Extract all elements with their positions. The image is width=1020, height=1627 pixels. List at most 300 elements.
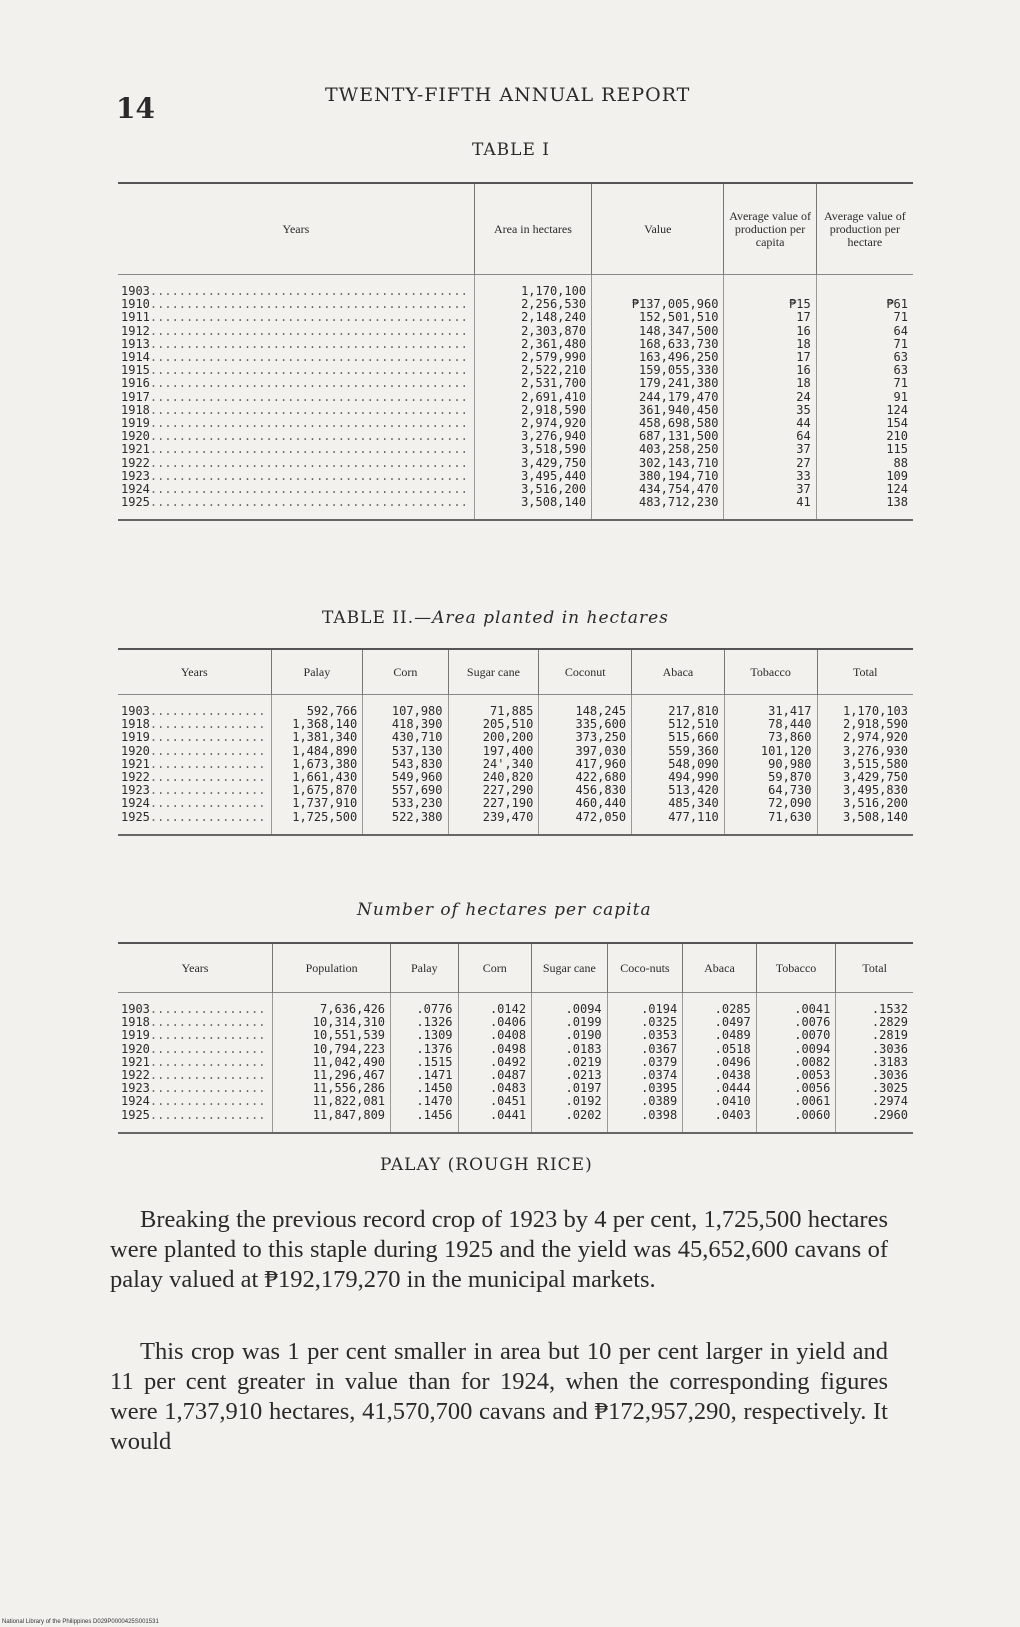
table-cell: .0070 — [794, 1028, 831, 1043]
table-cell: 1920 — [121, 430, 150, 444]
table3-sugar-cane-column — [532, 993, 608, 1133]
table-cell: 422,680 — [575, 770, 627, 785]
table-cell: 485,340 — [668, 796, 719, 811]
table-cell: 7,636,426 — [320, 1002, 386, 1016]
table-cell: 1912 — [121, 324, 150, 338]
table-cell: 1914 — [121, 351, 150, 365]
table-cell: 63 — [893, 363, 908, 378]
table-cell: 71 — [893, 336, 908, 351]
table-cell: 148,245 — [575, 704, 627, 718]
dot-leader: ............................................ — [149, 298, 468, 312]
table-cell: .0197 — [565, 1081, 602, 1096]
table1-header-value: Value — [592, 183, 724, 275]
table-cell: 397,030 — [575, 743, 627, 758]
table1-header-area: Area in hectares — [474, 183, 591, 275]
dot-leader: ................ — [149, 1069, 266, 1083]
body-paragraph-1: Breaking the previous record crop of 1923 by 4 per cent, 1,725,500 hectares were planted to this staple during 1925 and the yield was 45,652,600 cavans of palay valued at ₱192,179,270 in the municipal markets. — [110, 1206, 888, 1293]
table-cell: 458,698,580 — [638, 416, 719, 431]
table-cell: 361,940,450 — [638, 402, 719, 417]
year-label-row — [121, 298, 469, 311]
dot-leader: ................ — [149, 757, 266, 771]
table2-header-abaca: Abaca — [632, 649, 725, 695]
year-label-row — [121, 1056, 267, 1069]
year-label-row — [121, 1043, 267, 1056]
table-cell: 460,440 — [575, 796, 627, 811]
table-cell: .0441 — [489, 1107, 527, 1122]
table-cell: 1915 — [121, 364, 150, 378]
table-cell: 2,974,920 — [521, 416, 587, 431]
table-cell: 27 — [796, 455, 811, 470]
dot-leader: ................ — [149, 1003, 266, 1016]
table2-header-corn: Corn — [363, 649, 448, 695]
table-cell: .1532 — [871, 1002, 908, 1016]
table-cell: 124 — [886, 482, 908, 497]
table-cell: .1471 — [416, 1068, 453, 1083]
table-cell: 537,130 — [391, 743, 443, 758]
table-cell: 557,690 — [391, 783, 443, 798]
table-cell: 3,495,440 — [521, 468, 587, 483]
table2-abaca-column — [632, 695, 725, 835]
table-cell: 1923 — [121, 784, 150, 798]
table3-header-corn: Corn — [458, 943, 532, 993]
dot-leader: ................ — [149, 797, 266, 811]
table-cell: .0489 — [714, 1028, 751, 1043]
table-cell: 24',340 — [482, 756, 534, 771]
year-label-row — [121, 496, 469, 509]
table-cell: 3,518,590 — [521, 442, 587, 457]
running-head: TWENTY-FIFTH ANNUAL REPORT — [325, 84, 691, 106]
table1-header-per-hectare: Average value of production per hectare — [816, 183, 913, 275]
table2-caption-prefix: TABLE II.— — [322, 608, 433, 628]
table-cell: 1923 — [121, 1082, 150, 1096]
table-cell: 2,691,410 — [521, 389, 587, 404]
table-cell: .0142 — [489, 1002, 527, 1016]
table-cell: 107,980 — [391, 704, 443, 718]
table-cell: 138 — [886, 495, 908, 510]
table-cell: 1916 — [121, 377, 150, 391]
year-label-row — [121, 351, 469, 364]
table-cell: 1,170,103 — [842, 704, 908, 718]
table1-body-row — [118, 275, 913, 521]
table-cell: 1,381,340 — [292, 730, 358, 745]
table-cell: 2,148,240 — [521, 310, 587, 325]
year-label-row — [121, 325, 469, 338]
table-cell: 3,276,930 — [842, 743, 908, 758]
year-label-row — [121, 811, 266, 824]
table-cell: .2960 — [871, 1107, 908, 1122]
table-cell: 302,143,710 — [638, 455, 719, 470]
table-cell: 10,794,223 — [312, 1041, 386, 1056]
table-cell: 380,194,710 — [638, 468, 719, 483]
year-label-row — [121, 745, 266, 758]
table-cell: 11,556,286 — [312, 1081, 386, 1096]
table-cell: .0374 — [641, 1068, 678, 1083]
table-cell: .3025 — [871, 1081, 908, 1096]
dot-leader: ................ — [149, 705, 266, 718]
table-cell: 244,179,470 — [638, 389, 719, 404]
year-label-row — [121, 1109, 267, 1122]
body-paragraph-2: This crop was 1 per cent smaller in area but 10 per cent larger in yield and 11 per cent greater in value than for 1924, when the corresponding figures were 1,737,910 hectares, 41,570,700 cavans and ₱172,957,290, respectively. It would — [110, 1338, 888, 1455]
table-cell: 515,660 — [668, 730, 719, 745]
table2-header-palay: Palay — [271, 649, 363, 695]
table-cell: 1918 — [121, 1016, 150, 1030]
table3-total-column — [836, 993, 913, 1133]
table3-years-column — [118, 993, 273, 1133]
table-cell: 1922 — [121, 456, 150, 470]
table2-header-coconut: Coconut — [539, 649, 632, 695]
table2 — [118, 648, 913, 836]
table-cell: 3,429,750 — [842, 770, 908, 785]
table-cell: 3,495,830 — [842, 783, 908, 798]
dot-leader: ................ — [149, 784, 266, 798]
dot-leader: ................ — [149, 1095, 266, 1109]
table3-abaca-column — [683, 993, 757, 1133]
table-cell: 35 — [796, 402, 811, 417]
table-cell: 2,918,590 — [842, 717, 908, 732]
table-cell: .1470 — [416, 1094, 453, 1109]
table-cell: 548,090 — [668, 756, 719, 771]
table-cell: .0194 — [641, 1002, 678, 1016]
year-label-row — [121, 364, 469, 377]
dot-leader: ................ — [149, 1029, 266, 1043]
table2-corn-column — [363, 695, 448, 835]
section-heading: PALAY (ROUGH RICE) — [380, 1155, 593, 1175]
table1-per-hectare-column — [816, 275, 913, 521]
table-cell: 2,918,590 — [521, 402, 587, 417]
table-cell: .1326 — [416, 1015, 453, 1030]
dot-leader: ............................................ — [149, 337, 468, 351]
table-cell: 1924 — [121, 797, 150, 811]
table-cell: 11,847,809 — [312, 1107, 386, 1122]
table-cell: .1456 — [416, 1107, 453, 1122]
table-cell: 179,241,380 — [638, 376, 719, 391]
year-label-row — [121, 285, 469, 298]
dot-leader: ............................................ — [149, 496, 468, 510]
table-cell: 10,551,539 — [312, 1028, 386, 1043]
table3-header-sugar-cane: Sugar cane — [532, 943, 608, 993]
year-label-row — [121, 391, 469, 404]
table2-caption — [322, 608, 669, 628]
table1-area-column — [474, 275, 591, 521]
table-cell: 543,830 — [391, 756, 443, 771]
table3 — [118, 942, 913, 1134]
table1 — [118, 182, 913, 521]
table-cell: 592,766 — [306, 704, 358, 718]
table2-sugar-cane-column — [448, 695, 539, 835]
table-cell: .0444 — [714, 1081, 751, 1096]
year-label-row — [121, 417, 469, 430]
year-label-row — [121, 1016, 267, 1029]
table-cell: .0403 — [714, 1107, 751, 1122]
table1-caption: TABLE I — [472, 140, 550, 160]
dot-leader: ............................................ — [149, 403, 468, 417]
table-cell: 403,258,250 — [638, 442, 719, 457]
table-cell: 16 — [796, 363, 811, 378]
table3-caption: Number of hectares per capita — [357, 900, 652, 920]
year-label-row — [121, 731, 266, 744]
table-cell: .0056 — [794, 1081, 831, 1096]
table-cell: .0183 — [565, 1041, 602, 1056]
table2-caption-title: Area planted in hectares — [432, 608, 669, 628]
table-cell: .0497 — [714, 1015, 751, 1030]
table2-years-column — [118, 695, 271, 835]
table-cell: 3,516,200 — [842, 796, 908, 811]
table-cell: 109 — [886, 468, 908, 483]
table-cell: 3,508,140 — [842, 809, 908, 824]
table-cell: 3,515,580 — [842, 756, 908, 771]
table-cell: 1919 — [121, 731, 150, 745]
table-cell: 477,110 — [668, 809, 719, 824]
table-cell: .0192 — [565, 1094, 602, 1109]
table3-header-row — [118, 943, 913, 993]
dot-leader: ............................................ — [149, 324, 468, 338]
table-cell: 533,230 — [391, 796, 443, 811]
table-cell: 559,360 — [668, 743, 719, 758]
table-cell: 78,440 — [768, 717, 812, 732]
table-cell: 434,754,470 — [638, 482, 719, 497]
year-label-row — [121, 758, 266, 771]
dot-leader: ............................................ — [149, 285, 468, 298]
table-cell: .0367 — [641, 1041, 678, 1056]
table3-header-total: Total — [836, 943, 913, 993]
table-cell: .0285 — [714, 1002, 751, 1016]
dot-leader: ............................................ — [149, 430, 468, 444]
table-cell: 159,055,330 — [638, 363, 719, 378]
year-label-row — [121, 784, 266, 797]
table3-header-abaca: Abaca — [683, 943, 757, 993]
table-cell: .0199 — [565, 1015, 602, 1030]
footer-note: National Library of the Philippines D029P0000425S001531 — [2, 1619, 159, 1625]
year-label-row — [121, 430, 469, 443]
table-cell: 124 — [886, 402, 908, 417]
table-cell: 88 — [893, 455, 908, 470]
table-cell: 1911 — [121, 311, 150, 325]
table1-per-capita-column — [724, 275, 816, 521]
year-label-row — [121, 483, 469, 496]
table-cell: 163,496,250 — [638, 350, 719, 365]
table-cell: 11,822,081 — [312, 1094, 386, 1109]
table-cell: 17 — [796, 310, 811, 325]
table-cell: 73,860 — [768, 730, 812, 745]
table-cell: 227,290 — [482, 783, 534, 798]
table-cell: 1,725,500 — [292, 809, 358, 824]
table3-body-row — [118, 993, 913, 1133]
table-cell: .3183 — [871, 1054, 908, 1069]
table-cell: 205,510 — [482, 717, 534, 732]
table-cell: 101,120 — [760, 743, 812, 758]
table-cell: .0219 — [565, 1054, 602, 1069]
year-label-row — [121, 457, 469, 470]
table-cell: 154 — [886, 416, 908, 431]
table-cell: 1,368,140 — [292, 717, 358, 732]
table-cell: 11,042,490 — [312, 1054, 386, 1069]
table-cell: 24 — [796, 389, 811, 404]
dot-leader: ............................................ — [149, 443, 468, 457]
table-cell: 10,314,310 — [312, 1015, 386, 1030]
table2-total-column — [817, 695, 913, 835]
table-cell: .0398 — [641, 1107, 678, 1122]
table-cell: .0379 — [641, 1054, 678, 1069]
table-cell: .0438 — [714, 1068, 751, 1083]
table-cell: 2,579,990 — [521, 350, 587, 365]
table-cell: .0406 — [489, 1015, 527, 1030]
dot-leader: ................ — [149, 1055, 266, 1069]
table-cell: 148,347,500 — [638, 323, 719, 338]
table2-header-tobacco: Tobacco — [724, 649, 817, 695]
year-label-row — [121, 1082, 267, 1095]
table-cell: 63 — [893, 350, 908, 365]
table-cell: .0410 — [714, 1094, 751, 1109]
table-cell: .0061 — [794, 1094, 831, 1109]
table-cell: .0060 — [794, 1107, 831, 1122]
year-label-row — [121, 470, 469, 483]
table-cell: 31,417 — [768, 704, 812, 718]
table-cell: .0487 — [489, 1068, 527, 1083]
year-label-row — [121, 1003, 267, 1016]
dot-leader: ................ — [149, 731, 266, 745]
table-cell: 59,870 — [768, 770, 812, 785]
table3-header-tobacco: Tobacco — [756, 943, 836, 993]
table-cell: 687,131,500 — [638, 429, 719, 444]
table-cell: .1376 — [416, 1041, 453, 1056]
table-cell: 549,960 — [391, 770, 443, 785]
table-cell: 71 — [893, 376, 908, 391]
dot-leader: ................ — [149, 810, 266, 824]
table-cell: 1,675,870 — [292, 783, 358, 798]
table-cell: 494,990 — [668, 770, 719, 785]
table-cell: 373,250 — [575, 730, 627, 745]
table2-header-total: Total — [817, 649, 913, 695]
table-cell: .0053 — [794, 1068, 831, 1083]
table-cell: 1924 — [121, 1095, 150, 1109]
table-cell: 512,510 — [668, 717, 719, 732]
table-cell: 1,661,430 — [292, 770, 358, 785]
table-cell: 41 — [796, 495, 811, 510]
dot-leader: ................ — [149, 718, 266, 732]
table-cell: 522,380 — [391, 809, 443, 824]
dot-leader: ................ — [149, 1082, 266, 1096]
year-label-row — [121, 377, 469, 390]
table-cell: 1,737,910 — [292, 796, 358, 811]
table-cell: ₱137,005,960 — [631, 297, 719, 312]
table-cell: 240,820 — [482, 770, 534, 785]
table-cell: 1921 — [121, 1055, 150, 1069]
table-cell: .0498 — [489, 1041, 527, 1056]
table-cell: 1903 — [121, 705, 150, 718]
table3-header-years: Years — [181, 960, 209, 975]
table-cell: .0094 — [565, 1002, 602, 1016]
table-cell: 1903 — [121, 285, 150, 298]
table-cell: 71 — [893, 310, 908, 325]
table-cell: 44 — [796, 416, 811, 431]
table3-header-coconuts: Coco-nuts — [607, 943, 683, 993]
table-cell: 3,276,940 — [521, 429, 587, 444]
table3-coconuts-column — [607, 993, 683, 1133]
table-cell: .0451 — [489, 1094, 527, 1109]
table-cell: 2,361,480 — [521, 336, 587, 351]
table-cell: 2,531,700 — [521, 376, 587, 391]
table2-header-years: Years — [180, 664, 208, 679]
table-cell: 513,420 — [668, 783, 719, 798]
table-cell: 197,400 — [482, 743, 534, 758]
table-cell: 64,730 — [768, 783, 812, 798]
table-cell: 1921 — [121, 757, 150, 771]
table-cell: 91 — [893, 389, 908, 404]
table-cell: 16 — [796, 323, 811, 338]
table-cell: 17 — [796, 350, 811, 365]
table-cell: .2829 — [871, 1015, 908, 1030]
dot-leader: ................ — [149, 1042, 266, 1056]
table-cell: .0389 — [641, 1094, 678, 1109]
table-cell: 71,885 — [489, 704, 534, 718]
year-label-row — [121, 797, 266, 810]
table3-header-palay: Palay — [391, 943, 459, 993]
table3-header-population: Population — [273, 943, 391, 993]
dot-leader: ............................................ — [149, 351, 468, 365]
table-cell: .3036 — [871, 1068, 908, 1083]
table-cell: .0496 — [714, 1054, 751, 1069]
table-cell: 1922 — [121, 1069, 150, 1083]
table-cell: .0213 — [565, 1068, 602, 1083]
table3-corn-column — [458, 993, 532, 1133]
table-cell: .0395 — [641, 1081, 678, 1096]
table-cell: 456,830 — [575, 783, 627, 798]
dot-leader: ............................................ — [149, 456, 468, 470]
table-cell: ₱61 — [886, 297, 908, 312]
table-cell: 1913 — [121, 337, 150, 351]
table-cell: 64 — [796, 429, 811, 444]
table-cell: .0518 — [714, 1041, 751, 1056]
table1-years-column — [118, 275, 474, 521]
table-cell: 418,390 — [391, 717, 443, 732]
year-label-row — [121, 705, 266, 718]
table2-header-sugar-cane: Sugar cane — [448, 649, 539, 695]
table-cell: 1918 — [121, 718, 150, 732]
table2-header-row — [118, 649, 913, 695]
table-cell: .0190 — [565, 1028, 602, 1043]
table-cell: 472,050 — [575, 809, 627, 824]
table-cell: 152,501,510 — [638, 310, 719, 325]
dot-leader: ................ — [149, 771, 266, 785]
table-cell: 3,508,140 — [521, 495, 587, 510]
dot-leader: ............................................ — [149, 364, 468, 378]
year-label-row — [121, 1069, 267, 1082]
table-cell: 37 — [796, 442, 811, 457]
table2-palay-column — [271, 695, 363, 835]
table-cell: .0076 — [794, 1015, 831, 1030]
table-cell: 417,960 — [575, 756, 627, 771]
table-cell: 90,980 — [768, 756, 812, 771]
table-cell: .2819 — [871, 1028, 908, 1043]
table-cell: 1910 — [121, 298, 150, 312]
year-label-row — [121, 1095, 267, 1108]
table-cell: 227,190 — [482, 796, 534, 811]
table-cell: .1309 — [416, 1028, 453, 1043]
table-cell: 1920 — [121, 744, 150, 758]
table-cell: .0202 — [565, 1107, 602, 1122]
table-cell: .1515 — [416, 1054, 453, 1069]
table-cell: 168,633,730 — [638, 336, 719, 351]
table-cell: 1919 — [121, 1029, 150, 1043]
table-cell: 1924 — [121, 483, 150, 497]
table-cell: 1917 — [121, 390, 150, 404]
table-cell: 18 — [796, 376, 811, 391]
table-cell: 11,296,467 — [312, 1068, 386, 1083]
table-cell: 1922 — [121, 771, 150, 785]
table-cell: .0325 — [641, 1015, 678, 1030]
table-cell: 335,600 — [575, 717, 627, 732]
table-cell: .0041 — [794, 1002, 831, 1016]
